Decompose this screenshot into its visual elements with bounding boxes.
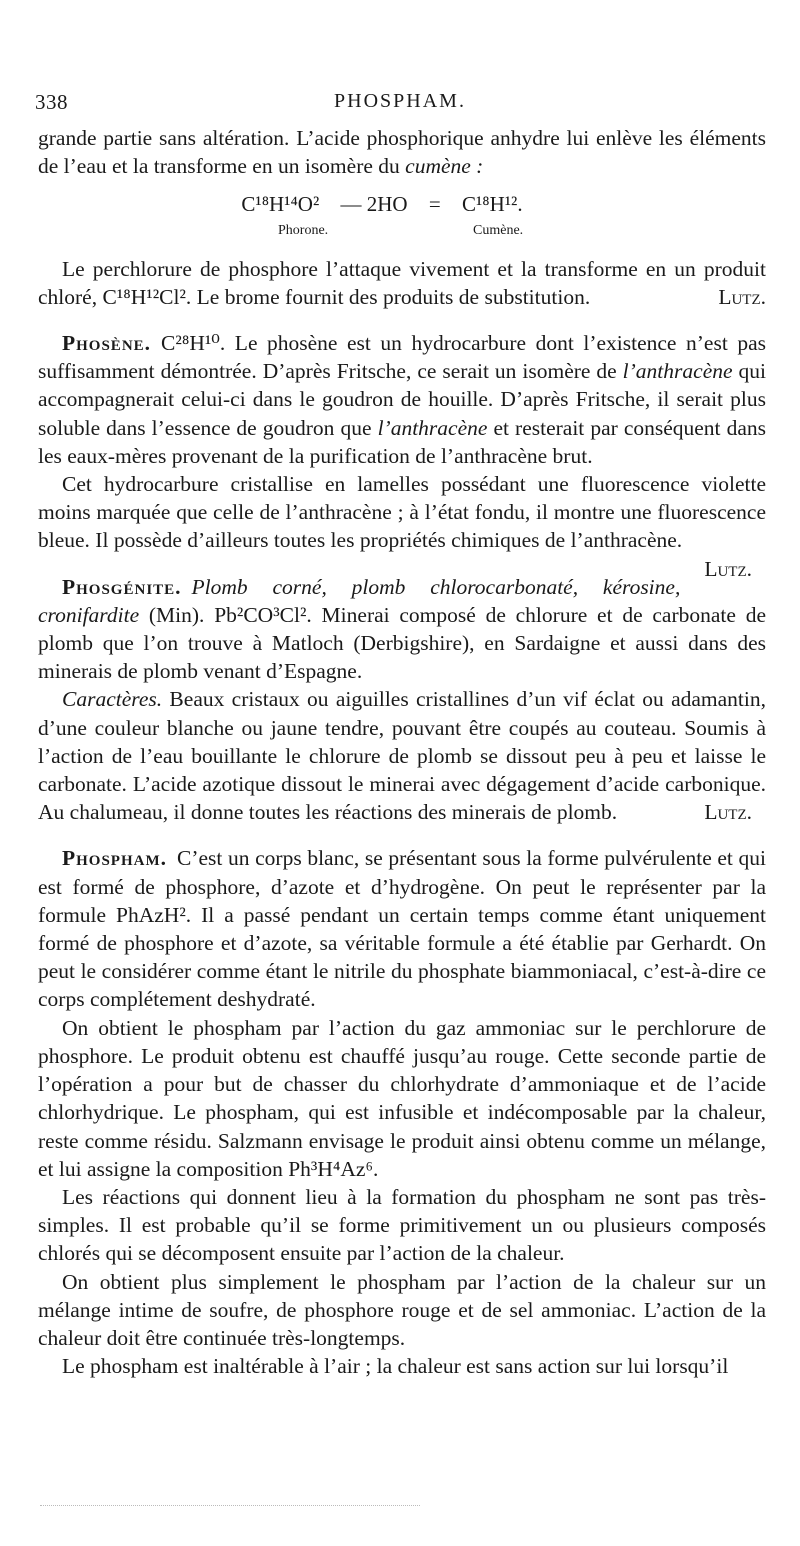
formula-label-cumene: Cumène. bbox=[473, 222, 524, 238]
entry-phosgenite-paragraph: Phosgénite. Plomb corné, plomb chlorocarbonaté, kérosine, cronifardite (Min). Pb²CO³Cl². Minerai composé de chlorure et de carbonate de plomb que l’on trouve à Matloch (Derbigshire), en Sardaigne et aussi dans des minerais de plomb venant d’Espagne. bbox=[38, 574, 766, 684]
bottom-dotted-rule bbox=[40, 1505, 420, 1506]
spacer bbox=[38, 826, 766, 844]
formula-equals: = bbox=[428, 192, 441, 217]
subheading-caracteres: Caractères. bbox=[62, 687, 163, 712]
formula-minus: — 2HO bbox=[340, 192, 408, 217]
running-title: PHOSPHAM. bbox=[334, 90, 466, 112]
entry-heading-phosgenite: Phosgénite. bbox=[62, 574, 182, 599]
entry-phosene-paragraph: Phosène. C²⁸H¹⁰. Le phosène est un hydrocarbure dont l’existence n’est pas suffisamment démontrée. D’après Fritsche, ce serait un isomère de l’anthracène qui accompagnerait celui-ci dans le goudron de houille. D’après Fritsche, il serait plus soluble dans l’essence de goudron que l’anthracène et resterait par conséquent dans les eaux-mères provenant de la purification de l’anthracène brut. bbox=[38, 331, 766, 468]
formula-rhs: C¹⁸H¹². bbox=[461, 192, 523, 217]
paragraph-perchlorure: Le perchlorure de phosphore l’attaque vivement et la transforme en un produit chloré, C¹⁸H¹²Cl². Le brome fournit des produits de substitution. Lutz. bbox=[38, 255, 766, 311]
term-cumene: cumène : bbox=[405, 154, 484, 179]
phospham-paragraph-2: On obtient le phospham par l’action du gaz ammoniac sur le perchlorure de phosphore. Le produit obtenu est chauffé jusqu’au rouge. Cette seconde partie de l’opération a pour but de chasser du chlorhydrate d’ammoniaque et de l’acide chlorhydrique. Le phospham, qui est infusible et indécomposable par la chaleur, reste comme résidu. Salzmann envisage le produit ainsi obtenu comme un mélange, et lui assigne la composition Ph³H⁴Az⁶. bbox=[38, 1015, 766, 1181]
phospham-paragraph-3: Les réactions qui donnent lieu à la formation du phospham ne sont pas très-simples. Il est probable qu’il se forme primitivement un ou plusieurs composés chlorés qui se décomposent ensuite par l’action de la chaleur. bbox=[38, 1184, 766, 1266]
entry-phospham-paragraph: Phospham. C’est un corps blanc, se présentant sous la forme pulvérulente et qui est formé de phosphore, d’azote et d’hydrogène. On peut le représenter par la formule PhAzH². Il a passé pendant un certain temps comme étant uniquement formé de phosphore et d’azote, sa véritable formule a été établie par Gerhardt. On peut le considérer comme étant le nitrile du phosphate biammoniacal, c’est-à-dire ce corps complétement deshydraté. bbox=[38, 846, 766, 1012]
chemical-formula bbox=[38, 190, 766, 218]
page-number: 338 bbox=[35, 90, 68, 114]
author-signature: Lutz. bbox=[718, 284, 766, 309]
spacer bbox=[38, 555, 766, 573]
page-header bbox=[35, 90, 765, 118]
formula-lhs: C¹⁸H¹⁴O² bbox=[241, 192, 320, 217]
phospham-paragraph-4: On obtient plus simplement le phospham par l’action de la chaleur sur un mélange intime de soufre, de phosphore rouge et de sel ammoniac. L’action de la chaleur doit être continuée très-longtemps. bbox=[38, 1269, 766, 1350]
paragraph-cumene: grande partie sans altération. L’acide phosphorique anhydre lui enlève les éléments de l’eau et la transforme en un isomère du cumène : bbox=[38, 126, 766, 179]
spacer bbox=[38, 311, 766, 329]
formula-label-phorone: Phorone. bbox=[278, 222, 329, 238]
page-body bbox=[38, 124, 766, 1380]
author-signature: Lutz. bbox=[704, 556, 752, 581]
formula-labels bbox=[38, 219, 766, 241]
entry-heading-phosene: Phosène. bbox=[62, 331, 152, 356]
phosene-paragraph-2: Cet hydrocarbure cristallise en lamelles possédant une fluorescence violette moins marquée que celle de l’anthracène ; à l’état fondu, il montre une fluorescence bleue. Il possède d’ailleurs toutes les propriétés chimiques de l’anthracène. Lutz. bbox=[38, 470, 766, 555]
phospham-paragraph-5: Le phospham est inaltérable à l’air ; la chaleur est sans action sur lui lorsqu’il bbox=[62, 1354, 729, 1379]
entry-heading-phospham: Phospham. bbox=[62, 846, 168, 871]
author-signature: Lutz. bbox=[704, 800, 752, 825]
phosgenite-characteres-paragraph: Caractères. Beaux cristaux ou aiguilles cristallines d’un vif éclat ou adamantin, d’une couleur blanche ou jaune tendre, pouvant être coupés au couteau. Soumis à l’action de l’eau bouillante le chlorure de plomb se dissout peu à peu et laisse le carbonate. L’acide azotique dissout le minerai avec dégagement d’acide carbonique. Au chalumeau, il donne toutes les réactions des minerais de plomb. Lutz. bbox=[38, 685, 766, 826]
